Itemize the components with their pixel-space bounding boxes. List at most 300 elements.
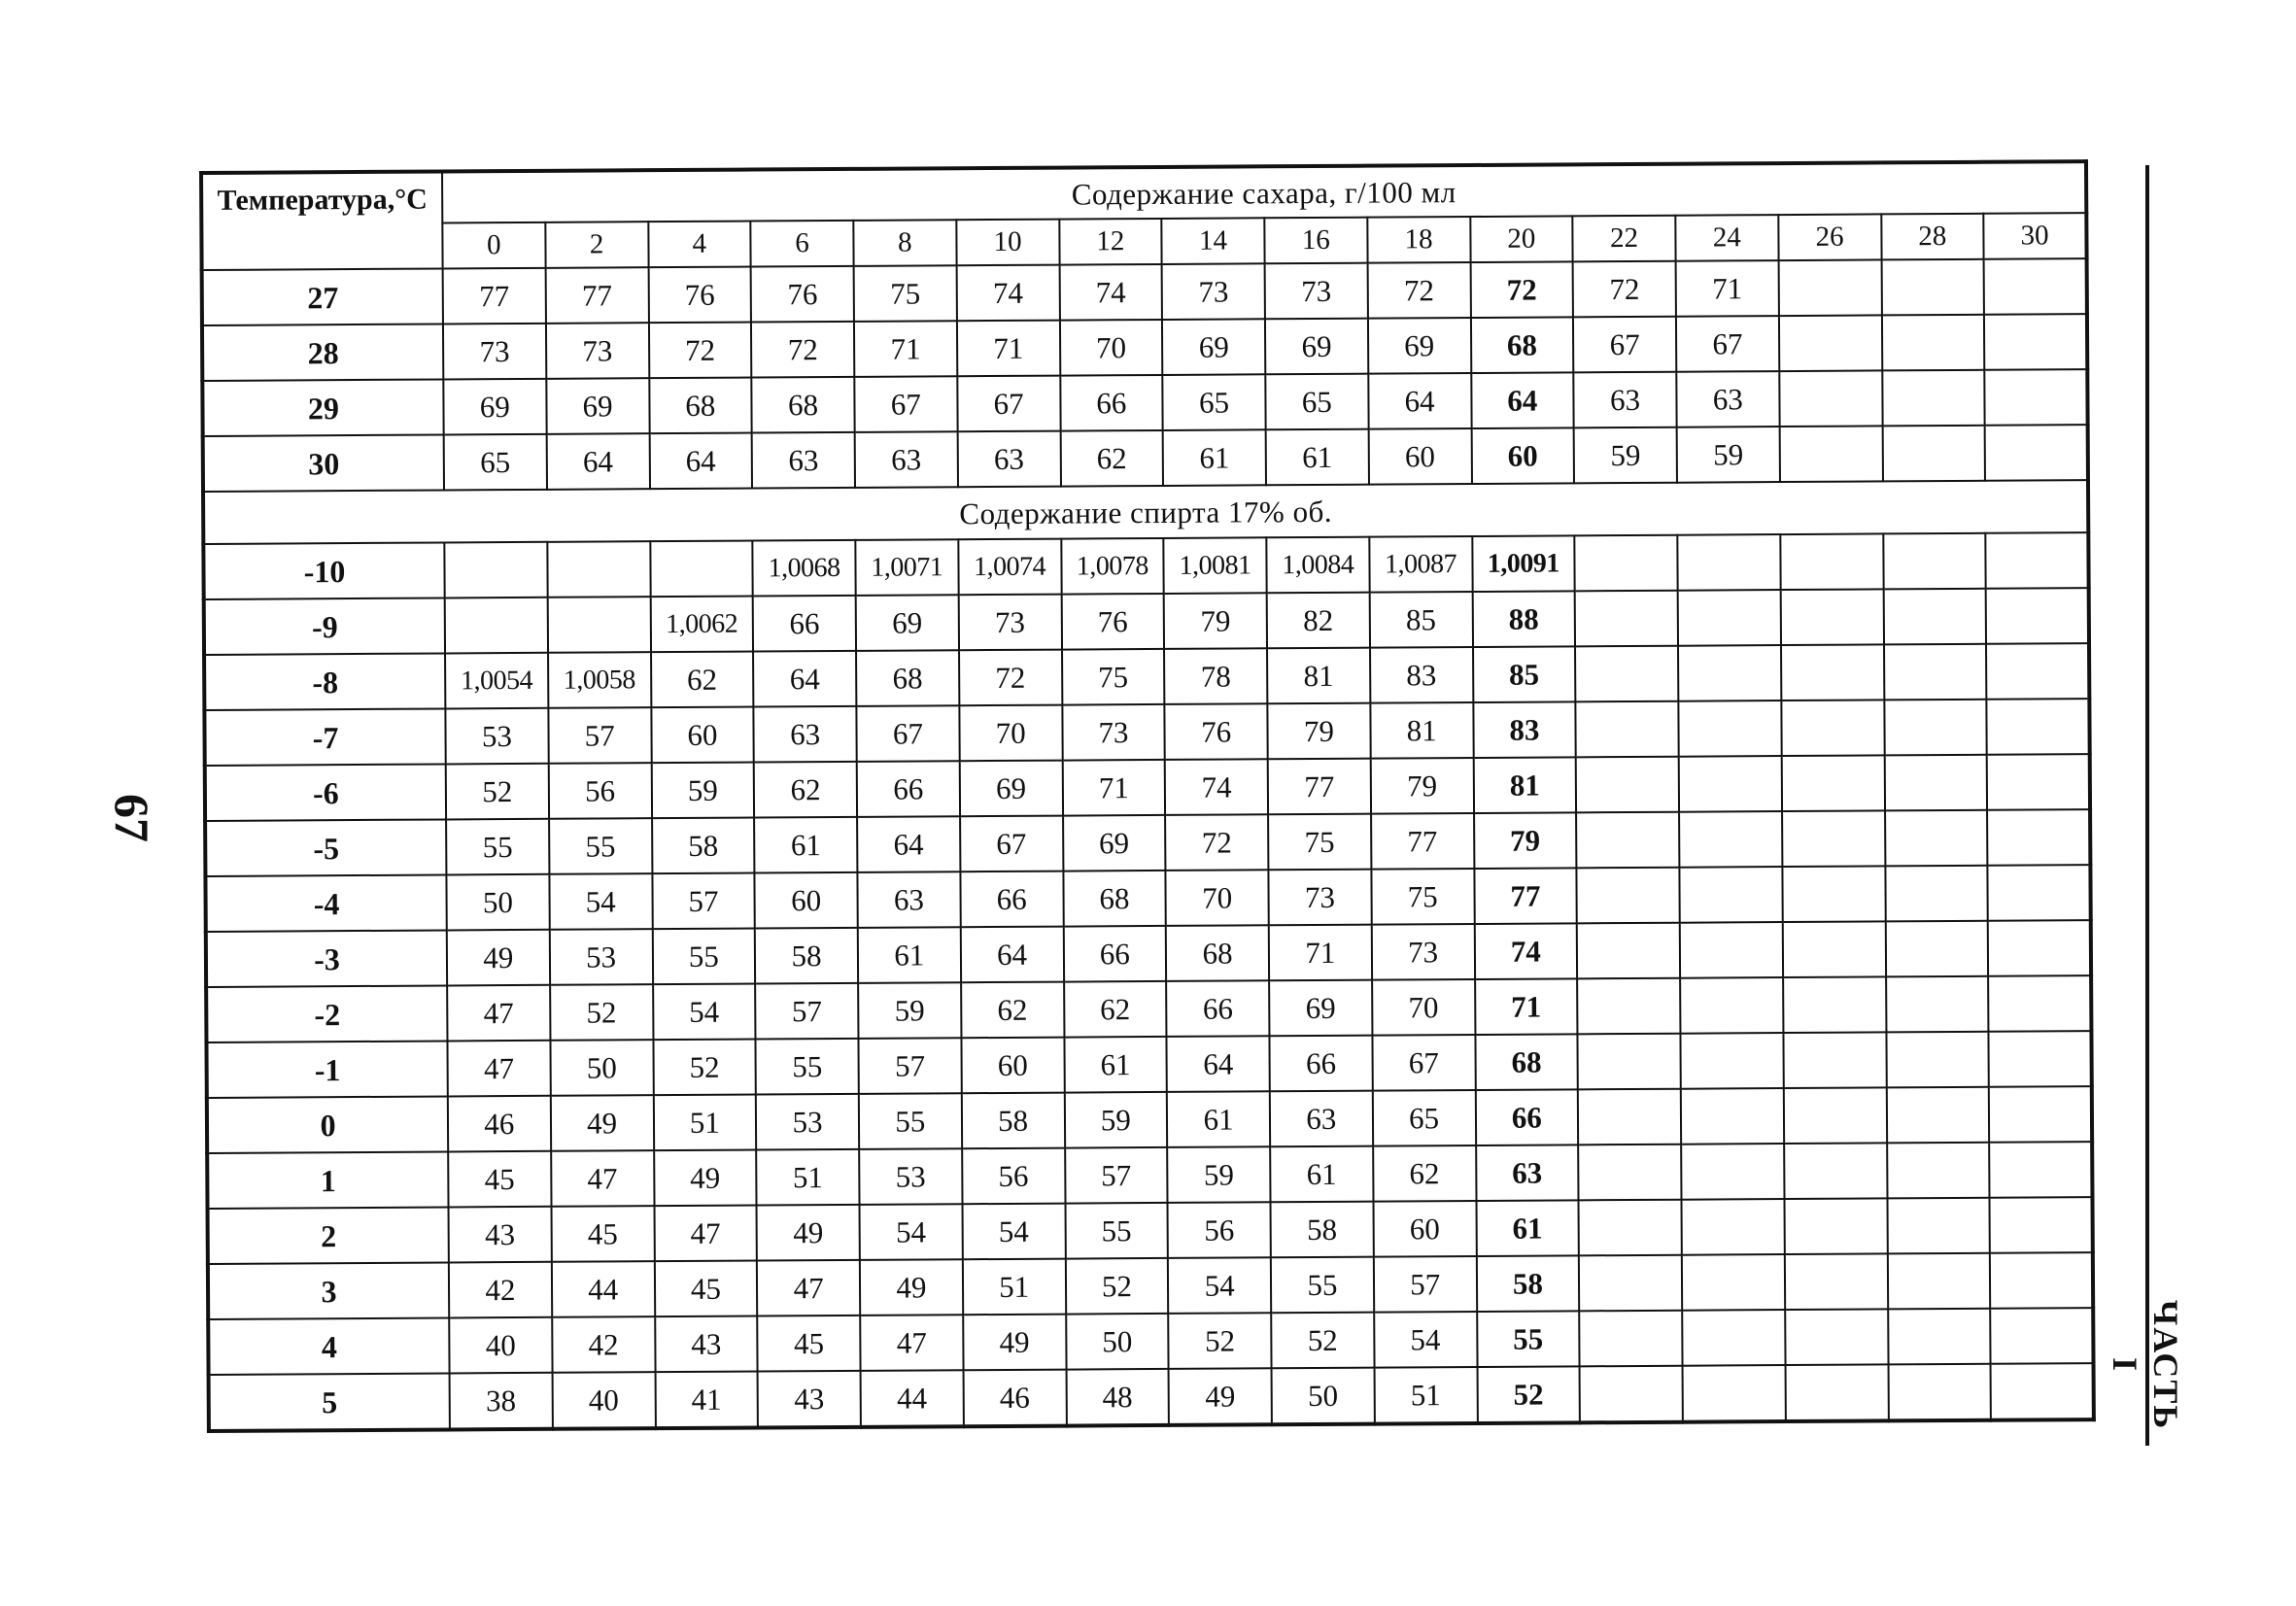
table-cell — [1784, 1198, 1887, 1254]
table-cell: 71 — [1269, 925, 1372, 981]
table-cell: 42 — [552, 1316, 655, 1373]
table-cell: 77 — [545, 267, 648, 324]
table-cell: 65 — [1373, 1090, 1476, 1146]
table-cell: 49 — [963, 1315, 1066, 1371]
table-cell: 63 — [1574, 372, 1677, 428]
table-cell: 69 — [1269, 980, 1372, 1037]
row-temperature: 3 — [208, 1262, 449, 1319]
table-cell — [1885, 866, 1988, 922]
concentration-header-cell: 14 — [1162, 218, 1265, 264]
table-cell: 83 — [1473, 701, 1576, 758]
table-cell: 62 — [754, 762, 857, 818]
table-cell: 72 — [959, 650, 1062, 706]
table-cell — [1881, 315, 1984, 371]
table-cell: 52 — [653, 1040, 756, 1096]
table-cell: 71 — [1062, 760, 1165, 816]
row-temperature: 30 — [203, 434, 444, 492]
table-cell — [1780, 533, 1883, 590]
table-cell: 50 — [1272, 1368, 1375, 1425]
table-cell: 77 — [1371, 813, 1474, 870]
table-cell: 71 — [1475, 978, 1578, 1035]
row-temperature: -4 — [205, 874, 446, 932]
table-cell: 57 — [858, 1038, 961, 1094]
table-cell: 73 — [1162, 263, 1265, 320]
table-cell — [1679, 867, 1782, 923]
table-cell: 66 — [1166, 980, 1269, 1037]
table-cell — [1579, 1311, 1682, 1367]
row-temperature: -1 — [206, 1041, 447, 1098]
table-cell: 69 — [1162, 319, 1265, 375]
table-cell — [1884, 700, 1987, 756]
table-cell: 55 — [549, 818, 652, 874]
table-cell — [1681, 1144, 1784, 1200]
table-cell: 71 — [957, 321, 1060, 377]
concentration-header-cell: 20 — [1470, 216, 1573, 262]
table-cell: 65 — [1163, 374, 1266, 430]
table-cell: 69 — [1063, 815, 1166, 871]
table-cell — [1681, 1199, 1784, 1255]
table-cell — [1579, 1255, 1682, 1312]
table-cell: 67 — [1676, 316, 1779, 372]
table-cell — [1887, 1198, 1990, 1254]
concentration-header-cell: 0 — [442, 222, 545, 269]
density-table — [199, 159, 2096, 1433]
table-cell: 47 — [757, 1260, 860, 1316]
table-cell — [1580, 1366, 1683, 1423]
table-cell: 85 — [1369, 592, 1472, 648]
table-cell — [1779, 370, 1882, 427]
table-cell — [1784, 1143, 1887, 1199]
concentration-header-cell: 26 — [1778, 214, 1881, 260]
table-cell — [1578, 1034, 1681, 1090]
table-cell — [1888, 1364, 1991, 1421]
table-cell: 67 — [856, 705, 959, 762]
table-cell: 66 — [960, 871, 1063, 928]
table-cell: 52 — [1477, 1366, 1580, 1423]
table-cell: 70 — [959, 705, 1062, 762]
table-cell: 47 — [447, 985, 550, 1042]
table-cell: 73 — [1268, 870, 1371, 926]
table-cell: 65 — [444, 434, 547, 491]
row-temperature: -10 — [203, 542, 444, 599]
table-cell: 61 — [858, 927, 961, 983]
table-cell — [1682, 1310, 1785, 1366]
table-cell: 40 — [552, 1372, 655, 1429]
table-cell — [1987, 809, 2090, 866]
table-cell: 62 — [1060, 430, 1163, 487]
part-label: ЧАСТЬ I — [2106, 1299, 2185, 1431]
table-cell: 53 — [859, 1148, 962, 1205]
table-cell: 1,0091 — [1472, 535, 1575, 592]
concentration-header-cell: 30 — [1984, 213, 2087, 259]
table-cell — [1680, 922, 1783, 978]
table-cell — [1783, 921, 1886, 977]
table-cell: 56 — [548, 763, 651, 819]
table-cell: 59 — [858, 982, 961, 1039]
table-cell — [1883, 589, 1986, 645]
table-cell: 72 — [648, 323, 751, 379]
table-cell: 67 — [1372, 1035, 1475, 1091]
table-cell — [1990, 1197, 2093, 1253]
temperature-header: Температура,°С — [201, 171, 443, 270]
table-cell — [1884, 644, 1987, 700]
table-cell — [1989, 1031, 2092, 1087]
table-cell: 54 — [962, 1204, 1065, 1260]
table-cell: 51 — [963, 1259, 1066, 1316]
table-cell: 68 — [752, 377, 855, 433]
table-cell: 72 — [1573, 261, 1676, 318]
table-row — [209, 1363, 2094, 1431]
table-cell: 69 — [959, 761, 1062, 817]
table-cell — [1577, 923, 1680, 979]
table-cell: 50 — [446, 874, 549, 931]
concentration-header-cell: 18 — [1367, 217, 1470, 263]
row-temperature: -6 — [205, 764, 446, 821]
table-cell: 77 — [443, 268, 546, 325]
table-cell — [1576, 701, 1679, 758]
table-cell: 75 — [854, 265, 957, 322]
table-cell: 56 — [1168, 1202, 1271, 1258]
table-cell — [1783, 976, 1886, 1033]
table-cell: 69 — [1368, 318, 1471, 374]
table-cell — [1883, 533, 1986, 590]
table-cell — [1781, 755, 1884, 811]
table-cell — [1577, 868, 1680, 924]
table-cell: 64 — [649, 433, 752, 490]
table-cell — [1780, 589, 1883, 645]
table-cell: 49 — [551, 1095, 654, 1151]
table-cell — [1888, 1309, 1991, 1365]
table-cell: 1,0078 — [1061, 538, 1164, 595]
table-cell: 47 — [860, 1315, 963, 1371]
table-cell: 63 — [857, 871, 960, 928]
table-cell: 66 — [1475, 1089, 1578, 1145]
table-cell: 52 — [550, 984, 653, 1041]
table-cell: 64 — [753, 651, 856, 707]
table-cell — [1991, 1363, 2094, 1420]
table-cell — [547, 597, 650, 653]
table-cell: 63 — [1270, 1091, 1373, 1147]
table-cell: 45 — [551, 1206, 654, 1262]
table-cell: 1,0054 — [445, 653, 548, 709]
table-cell: 54 — [860, 1204, 963, 1260]
table-cell: 70 — [1372, 979, 1475, 1036]
table-cell: 64 — [857, 816, 960, 872]
table-cell: 68 — [1475, 1034, 1578, 1090]
table-cell: 52 — [1271, 1313, 1374, 1369]
table-cell — [1781, 700, 1884, 756]
table-cell: 45 — [757, 1316, 860, 1372]
table-cell: 55 — [1271, 1257, 1374, 1314]
table-cell: 45 — [654, 1261, 757, 1317]
table-cell: 63 — [855, 431, 958, 488]
table-cell: 70 — [1059, 320, 1162, 376]
table-cell — [1886, 976, 1989, 1033]
concentration-header-cell: 12 — [1059, 219, 1162, 265]
table-cell: 72 — [1367, 262, 1470, 319]
table-cell: 55 — [446, 819, 549, 875]
table-cell: 61 — [1266, 429, 1369, 486]
table-cell: 67 — [957, 376, 1060, 432]
table-cell: 51 — [756, 1149, 859, 1206]
table-cell: 1,0074 — [958, 539, 1061, 596]
side-rule — [2145, 165, 2149, 1446]
table-cell: 61 — [1167, 1091, 1270, 1147]
table-cell: 54 — [1374, 1312, 1477, 1368]
table-cell: 59 — [1167, 1146, 1270, 1203]
table-cell: 67 — [854, 376, 957, 432]
row-temperature: -7 — [204, 708, 445, 766]
table-cell — [1987, 699, 2090, 755]
table-cell: 57 — [755, 983, 858, 1040]
table-cell: 62 — [1064, 981, 1167, 1038]
table-cell: 43 — [758, 1371, 861, 1428]
table-cell: 42 — [449, 1262, 552, 1318]
table-cell: 62 — [651, 652, 754, 708]
table-cell: 38 — [450, 1373, 553, 1430]
table-cell — [1984, 258, 2087, 315]
table-cell: 49 — [1169, 1368, 1272, 1425]
table-cell: 1,0084 — [1266, 537, 1369, 594]
table-cell: 77 — [1474, 868, 1577, 924]
concentration-header-cell: 8 — [853, 220, 956, 266]
table-cell — [1576, 812, 1679, 869]
table-cell: 67 — [960, 816, 1063, 872]
table-cell — [1985, 425, 2088, 481]
table-cell: 55 — [652, 929, 755, 985]
table-cell: 49 — [757, 1205, 860, 1261]
table-cell: 61 — [1476, 1200, 1579, 1256]
table-cell: 59 — [651, 763, 754, 819]
table-cell: 63 — [754, 706, 857, 763]
table-cell: 60 — [651, 707, 754, 764]
table-cell: 76 — [1165, 703, 1268, 760]
table-cell — [1576, 757, 1679, 813]
table-cell: 61 — [754, 817, 857, 873]
table-cell — [1882, 426, 1985, 482]
table-cell — [1785, 1309, 1888, 1365]
table-cell: 59 — [1574, 427, 1677, 484]
table-cell — [547, 541, 650, 598]
table-cell — [1679, 811, 1782, 868]
table-cell: 64 — [546, 433, 649, 490]
row-temperature: 5 — [209, 1373, 450, 1431]
table-cell: 1,0058 — [548, 652, 651, 708]
concentration-header-cell: 24 — [1675, 215, 1778, 261]
row-temperature: 4 — [208, 1317, 449, 1375]
table-cell — [1682, 1254, 1785, 1311]
table-cell: 66 — [857, 761, 960, 817]
table-cell: 59 — [1064, 1092, 1167, 1148]
table-cell: 72 — [751, 322, 854, 378]
table-cell: 77 — [1268, 759, 1371, 815]
concentration-header-cell: 28 — [1881, 214, 1984, 260]
table-cell: 66 — [1269, 1036, 1372, 1092]
table-cell — [1986, 643, 2089, 700]
table-cell: 60 — [961, 1038, 1064, 1094]
table-cell — [650, 541, 753, 598]
table-cell: 71 — [854, 321, 957, 377]
table-cell: 81 — [1473, 757, 1576, 813]
page-number: 67 — [105, 794, 159, 842]
table-cell: 46 — [448, 1096, 551, 1152]
table-cell — [1677, 534, 1780, 591]
table-cell: 82 — [1267, 593, 1370, 649]
table-cell: 66 — [1063, 926, 1166, 982]
table-cell: 56 — [962, 1148, 1065, 1205]
table-cell: 44 — [552, 1261, 655, 1317]
table-cell: 72 — [1165, 814, 1268, 871]
table-cell: 46 — [963, 1370, 1066, 1427]
table-cell: 55 — [756, 1039, 859, 1095]
table-cell — [1778, 259, 1881, 316]
table-cell: 68 — [856, 650, 959, 706]
row-temperature: 1 — [207, 1151, 448, 1209]
table-cell — [1987, 754, 2090, 810]
table-cell: 74 — [956, 265, 1059, 322]
table-cell: 50 — [550, 1040, 653, 1096]
table-cell: 62 — [961, 982, 1064, 1039]
table-cell: 53 — [550, 929, 653, 985]
concentration-header-cell: 10 — [956, 220, 1059, 266]
table-cell: 60 — [1471, 427, 1574, 484]
table-cell: 1,0071 — [855, 539, 958, 596]
table-cell: 43 — [449, 1207, 552, 1263]
table-cell — [1887, 1253, 1990, 1310]
table-cell: 79 — [1267, 703, 1370, 760]
row-temperature: 2 — [208, 1207, 449, 1264]
table-cell: 50 — [1066, 1314, 1169, 1370]
table-cell — [1988, 865, 2091, 921]
table-cell: 52 — [1065, 1258, 1168, 1315]
table-cell: 81 — [1267, 648, 1370, 704]
table-cell — [1886, 1087, 1989, 1144]
table-cell — [1989, 1086, 2092, 1143]
table-cell — [1579, 1200, 1682, 1256]
table-cell: 73 — [546, 323, 649, 379]
table-cell: 69 — [443, 379, 546, 435]
table-cell: 74 — [1165, 759, 1268, 815]
table-cell: 88 — [1472, 591, 1575, 647]
table-cell: 72 — [1470, 261, 1573, 318]
table-cell: 68 — [1470, 317, 1573, 373]
table-cell: 53 — [756, 1094, 859, 1150]
table-cell: 79 — [1474, 812, 1577, 869]
table-cell — [1575, 535, 1678, 592]
table-cell: 66 — [1060, 375, 1163, 431]
table-cell: 61 — [1064, 1037, 1167, 1093]
table-cell — [1783, 1032, 1886, 1088]
table-cell — [1784, 1087, 1887, 1144]
table-cell: 65 — [1265, 374, 1368, 430]
row-temperature: -3 — [206, 930, 447, 987]
table-cell: 57 — [1374, 1256, 1477, 1313]
table-cell: 76 — [648, 267, 751, 324]
table-cell: 68 — [649, 378, 752, 434]
concentration-header-cell: 16 — [1264, 218, 1367, 264]
table-cell — [1678, 645, 1781, 701]
table-cell — [1885, 810, 1988, 867]
table-cell — [1984, 314, 2087, 370]
table-cell: 59 — [1677, 427, 1780, 483]
table-cell: 60 — [755, 872, 858, 929]
table-cell: 73 — [1062, 704, 1165, 761]
table-cell: 47 — [447, 1041, 550, 1097]
table-cell: 47 — [551, 1150, 654, 1207]
table-cell: 1,0068 — [753, 540, 856, 597]
table-cell — [1678, 590, 1781, 646]
table-cell: 43 — [655, 1316, 758, 1373]
table-cell — [1990, 1308, 2093, 1364]
row-temperature: 27 — [202, 268, 443, 325]
table-cell: 70 — [1166, 870, 1269, 926]
table-cell: 64 — [1167, 1036, 1270, 1092]
table-cell — [1986, 588, 2089, 644]
table-cell: 55 — [1477, 1311, 1580, 1367]
table-cell: 69 — [1265, 319, 1368, 375]
table-cell — [1577, 978, 1680, 1035]
table-cell: 54 — [653, 984, 756, 1041]
table-cell — [1881, 259, 1984, 316]
table-cell — [1575, 646, 1678, 702]
table-cell — [1887, 1143, 1990, 1199]
table-cell: 49 — [860, 1259, 963, 1316]
table-cell: 64 — [961, 927, 1064, 983]
table-cell — [444, 542, 547, 598]
table-cell: 63 — [752, 432, 855, 489]
table-cell: 61 — [1163, 429, 1266, 486]
table-cell: 1,0081 — [1164, 537, 1267, 594]
table-cell: 48 — [1066, 1369, 1169, 1426]
table-cell: 44 — [861, 1370, 964, 1427]
table-cell — [1885, 921, 1988, 977]
alcohol-section-title: Содержание спирта 17% об. — [203, 480, 2088, 544]
table-cell: 69 — [546, 378, 649, 434]
table-cell — [1882, 370, 1985, 427]
table-cell: 73 — [1372, 924, 1475, 980]
table-cell: 85 — [1473, 646, 1576, 702]
table-cell: 73 — [443, 324, 546, 380]
table-cell: 64 — [1471, 372, 1574, 428]
table-cell: 75 — [1371, 869, 1474, 925]
table-cell: 61 — [1270, 1146, 1373, 1203]
table-cell — [1985, 369, 2088, 426]
table-cell — [445, 598, 548, 654]
table-cell: 63 — [1676, 371, 1779, 427]
table-cell — [1782, 866, 1885, 922]
row-temperature: -9 — [204, 598, 445, 655]
table-cell — [1986, 532, 2089, 589]
table-cell — [1785, 1253, 1888, 1310]
table-cell: 45 — [448, 1151, 551, 1208]
table-cell — [1779, 426, 1882, 482]
table-cell: 57 — [652, 873, 755, 930]
table-cell — [1990, 1252, 2093, 1309]
table-cell — [1680, 1033, 1783, 1089]
table-cell: 58 — [755, 928, 858, 984]
concentration-header-cell: 22 — [1573, 216, 1676, 262]
table-cell: 78 — [1164, 648, 1267, 704]
row-temperature: -5 — [205, 819, 446, 876]
table-cell — [1781, 644, 1884, 700]
table-cell: 52 — [1168, 1313, 1271, 1369]
table-cell: 49 — [654, 1150, 757, 1207]
table-cell: 60 — [1368, 428, 1471, 485]
table-cell: 54 — [1168, 1257, 1271, 1314]
table-cell: 57 — [1065, 1147, 1168, 1204]
table-cell: 52 — [446, 764, 549, 820]
table-cell: 83 — [1370, 647, 1473, 703]
